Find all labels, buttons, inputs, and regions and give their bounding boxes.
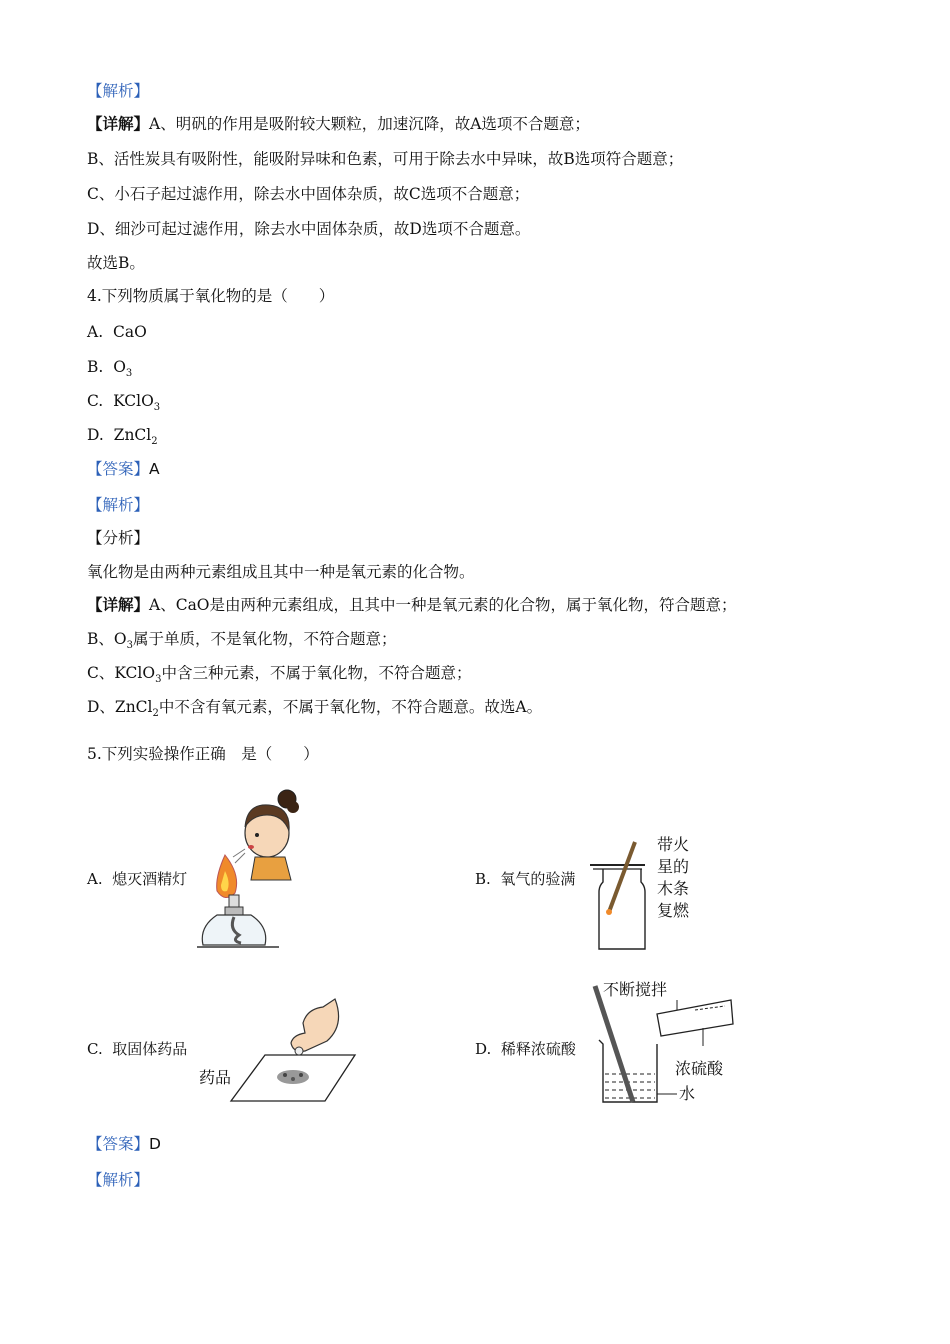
q5-option-b-label: B.	[475, 870, 491, 888]
q5-option-b-text: 氧气的验满	[500, 870, 576, 888]
q4-option-d	[87, 425, 158, 452]
q4-fenxi-text: 氧化物是由两种元素组成且其中一种是氧元素的化合物。	[87, 563, 475, 581]
q5-answer-tag: 【答案】	[87, 1135, 150, 1153]
q5-option-d-label: D.	[475, 1040, 492, 1058]
q4-option-c	[87, 391, 160, 418]
q3-line-d: D、细沙可起过滤作用，除去水中固体杂质，故D选项不合题意。	[87, 220, 531, 238]
q4-line-c	[87, 663, 471, 690]
q4-option-b-formula: O	[113, 358, 126, 376]
q5-option-c	[87, 1038, 187, 1059]
q5-answer: D	[149, 1135, 161, 1153]
q3-conclusion: 故选B。	[87, 254, 145, 272]
q4-line-d-post: 中不含有氧元素，不属于氧化物，不符合题意。故选A。	[158, 698, 543, 716]
q3-detail-line	[87, 114, 590, 134]
q4-line-d-sub: 2	[152, 708, 159, 720]
q4-option-c-sub: 3	[153, 402, 161, 414]
q4-option-b-label: B.	[87, 358, 104, 376]
figure-b-label-1: 带火	[657, 835, 690, 854]
figure-b-label-3: 木条	[657, 879, 690, 898]
q4-jiexi-tag: 【解析】	[87, 496, 150, 514]
q3-line-b: B、活性炭具有吸附性，能吸附异味和色素，可用于除去水中异味，故B选项符合题意；	[87, 150, 684, 168]
q4-option-b-sub: 3	[125, 368, 133, 380]
q4-option-a	[87, 322, 147, 342]
q4-option-d-formula: ZnCl	[113, 426, 152, 444]
figure-a-alcohol-lamp	[195, 785, 315, 955]
q4-line-b-sub: 3	[126, 640, 133, 652]
q4-line-b-post: 属于单质，不是氧化物，不符合题意；	[132, 630, 397, 648]
q5-option-a-label: A.	[87, 870, 103, 888]
figure-c-solid-drug	[195, 995, 360, 1107]
figure-d-water-label: 水	[679, 1084, 696, 1103]
q4-answer: A	[149, 460, 160, 478]
q5-option-b	[475, 868, 575, 889]
q5-option-d	[475, 1038, 576, 1059]
q4-answer-tag: 【答案】	[87, 460, 150, 478]
q4-line-c-sub: 3	[155, 674, 162, 686]
q4-line-d-pre: D、ZnCl	[87, 698, 153, 716]
q4-option-a-label: A.	[87, 323, 104, 341]
q4-question: 4.下列物质属于氧化物的是（ ）	[87, 287, 335, 305]
figure-d-dilute-acid	[585, 978, 745, 1108]
q4-option-d-label: D.	[87, 426, 104, 444]
q4-fenxi-tag: 【分析】	[87, 529, 150, 547]
q5-option-c-text: 取固体药品	[112, 1040, 188, 1058]
q3-line-c: C、小石子起过滤作用，除去水中固体杂质，故C选项不合题意；	[87, 185, 530, 203]
q3-detail-tag: 【详解】	[87, 114, 150, 133]
q4-detail-tag: 【详解】	[87, 595, 150, 614]
q5-question: 5.下列实验操作正确 是（ ）	[87, 745, 319, 763]
q4-option-c-label: C.	[87, 392, 104, 410]
q4-line-c-pre: C、KClO	[87, 664, 156, 682]
q4-line-b-pre: B、O	[87, 630, 127, 648]
q4-line-b	[87, 629, 397, 656]
q4-detail-text: A、CaO是由两种元素组成，且其中一种是氧元素的化合物，属于氧化物，符合题意；	[149, 596, 737, 614]
q4-detail-line	[87, 595, 737, 615]
figure-d-stir-label: 不断搅拌	[603, 980, 668, 999]
q4-option-d-sub: 2	[151, 436, 158, 448]
q4-line-c-post: 中含三种元素，不属于氧化物，不符合题意；	[161, 664, 472, 682]
q5-jiexi-tag: 【解析】	[87, 1171, 150, 1189]
q4-option-a-formula: CaO	[112, 323, 147, 341]
q4-option-c-formula: KClO	[113, 392, 154, 410]
figure-b-oxygen-test	[585, 832, 705, 954]
q3-detail-text: A、明矾的作用是吸附较大颗粒，加速沉降，故A选项不合题意；	[149, 115, 590, 133]
figure-c-label: 药品	[199, 1068, 232, 1087]
figure-b-label-2: 星的	[657, 857, 690, 876]
q5-option-c-label: C.	[87, 1040, 103, 1058]
q5-option-a-text: 熄灭酒精灯	[112, 870, 188, 888]
q3-jiexi-tag: 【解析】	[87, 82, 150, 100]
q5-option-d-text: 稀释浓硫酸	[500, 1040, 576, 1058]
figure-b-label-4: 复燃	[657, 901, 690, 920]
q4-option-b	[87, 357, 132, 384]
q4-line-d	[87, 697, 542, 724]
figure-d-acid-label: 浓硫酸	[675, 1059, 724, 1078]
q5-answer-line	[87, 1134, 161, 1154]
q4-answer-line	[87, 459, 160, 479]
q5-option-a	[87, 868, 187, 889]
